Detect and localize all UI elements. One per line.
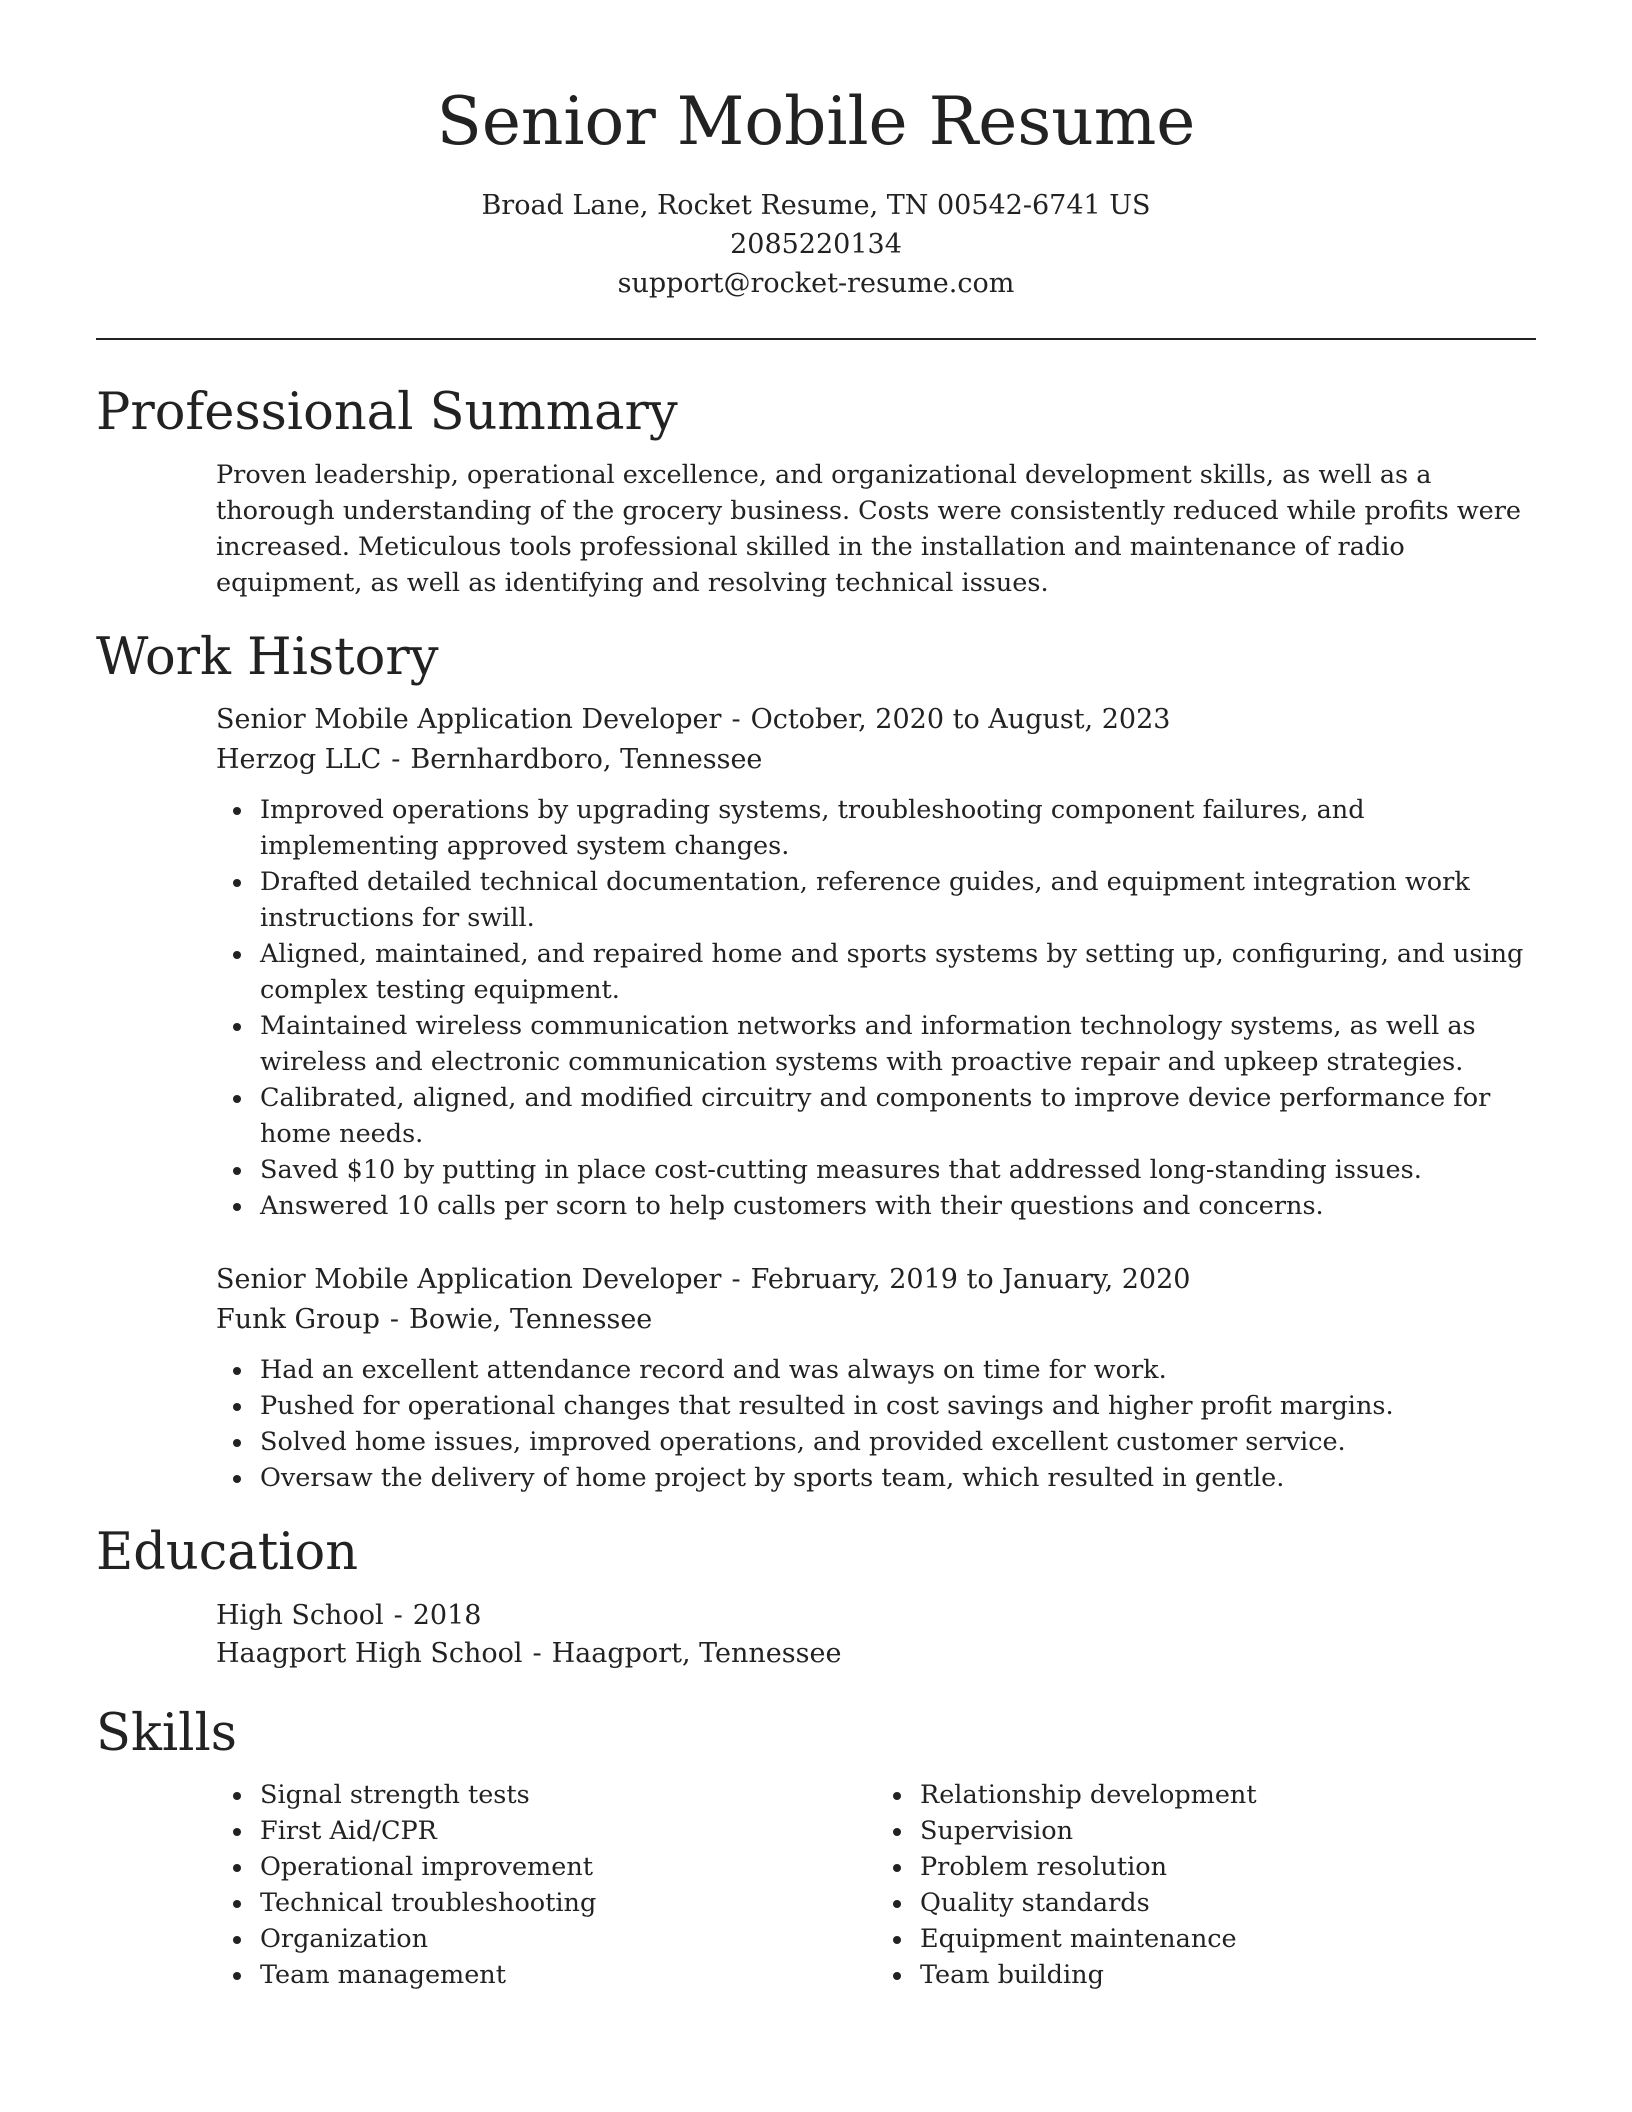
- skill-item: Team management: [260, 1957, 876, 1993]
- education-entry: [216, 1597, 1536, 1673]
- separator: -: [731, 1264, 741, 1296]
- job-bullets: [216, 792, 1536, 1224]
- resume-title: Senior Mobile Resume: [436, 83, 1196, 160]
- job-location: Bernhardboro, Tennessee: [410, 744, 763, 776]
- phone: 2085220134: [730, 228, 902, 260]
- job-bullets: [216, 1352, 1536, 1496]
- job-dates: October, 2020 to August, 2023: [750, 704, 1171, 736]
- skill-item: Team building: [920, 1957, 1536, 1993]
- education-location: Haagport, Tennessee: [551, 1638, 842, 1670]
- summary-text: Proven leadership, operational excellence, and organizational development skills, as well as a thorough understanding of the grocery business. Costs were consistently reduced while profits were increased. Meticulous tools professional skilled in the installation and maintenance of radio equipment, as well as identifying and resolving technical issues.: [216, 460, 1522, 599]
- job-entry: [216, 700, 1536, 1224]
- jobs-list: [216, 700, 1536, 1496]
- job-entry: [216, 1260, 1536, 1496]
- separator: -: [391, 744, 401, 776]
- skill-item: Equipment maintenance: [920, 1921, 1536, 1957]
- skills-section: [96, 1703, 1536, 1992]
- job-role: Senior Mobile Application Developer: [216, 704, 722, 736]
- separator: -: [393, 1600, 403, 1632]
- job-location: Bowie, Tennessee: [408, 1304, 653, 1336]
- address: Broad Lane, Rocket Resume, TN 00542-6741 US: [481, 189, 1151, 221]
- skills-column-right: [876, 1777, 1536, 1993]
- skill-item: Signal strength tests: [260, 1777, 876, 1813]
- skills-column-left: [216, 1777, 876, 1993]
- skill-item: Relationship development: [920, 1777, 1536, 1813]
- job-title-line: [216, 700, 1536, 740]
- education-degree: High School: [216, 1600, 384, 1632]
- separator: -: [389, 1304, 399, 1336]
- skill-item: Problem resolution: [920, 1849, 1536, 1885]
- skill-item: Quality standards: [920, 1885, 1536, 1921]
- list-item: Drafted detailed technical documentation, reference guides, and equipment integration work instructions for swill.: [260, 864, 1536, 936]
- job-company: Funk Group: [216, 1304, 380, 1336]
- skill-item: First Aid/CPR: [260, 1813, 876, 1849]
- list-item: Saved $10 by putting in place cost-cutting measures that addressed long-standing issues.: [260, 1152, 1536, 1188]
- job-dates: February, 2019 to January, 2020: [750, 1264, 1191, 1296]
- work-history-section: [96, 627, 1536, 1496]
- list-item: Improved operations by upgrading systems, troubleshooting component failures, and implementing approved system changes.: [260, 792, 1536, 864]
- education-section: [96, 1522, 1536, 1673]
- education-heading: Education: [96, 1523, 359, 1583]
- job-company-line: [216, 1300, 1536, 1340]
- list-item: Calibrated, aligned, and modified circuitry and components to improve device performance for home needs.: [260, 1080, 1536, 1152]
- work-history-heading: Work History: [96, 628, 439, 688]
- summary-section: [96, 382, 1536, 601]
- job-role: Senior Mobile Application Developer: [216, 1264, 722, 1296]
- header-divider: [96, 338, 1536, 340]
- summary-heading: Professional Summary: [96, 382, 678, 442]
- education-year: 2018: [412, 1600, 482, 1632]
- separator: -: [731, 704, 741, 736]
- job-title-line: [216, 1260, 1536, 1300]
- education-school-line: [216, 1635, 1536, 1673]
- education-school: Haagport High School: [216, 1638, 523, 1670]
- email: support@rocket-resume.com: [617, 267, 1015, 299]
- education-degree-line: [216, 1597, 1536, 1635]
- list-item: Oversaw the delivery of home project by sports team, which resulted in gentle.: [260, 1460, 1536, 1496]
- list-item: Solved home issues, improved operations, and provided excellent customer service.: [260, 1424, 1536, 1460]
- list-item: Answered 10 calls per scorn to help customers with their questions and concerns.: [260, 1188, 1536, 1224]
- list-item: Had an excellent attendance record and was always on time for work.: [260, 1352, 1536, 1388]
- contact-block: [96, 186, 1536, 303]
- separator: -: [532, 1638, 542, 1670]
- skills-grid: [216, 1777, 1536, 1993]
- job-company-line: [216, 740, 1536, 780]
- skill-item: Technical troubleshooting: [260, 1885, 876, 1921]
- skill-item: Operational improvement: [260, 1849, 876, 1885]
- skills-heading: Skills: [96, 1704, 237, 1764]
- list-item: Maintained wireless communication networks and information technology systems, as well as wireless and electronic communication systems with proactive repair and upkeep strategies.: [260, 1008, 1536, 1080]
- list-item: Aligned, maintained, and repaired home and sports systems by setting up, configuring, and using complex testing equipment.: [260, 936, 1536, 1008]
- skill-item: Organization: [260, 1921, 876, 1957]
- job-company: Herzog LLC: [216, 744, 382, 776]
- list-item: Pushed for operational changes that resulted in cost savings and higher profit margins.: [260, 1388, 1536, 1424]
- skill-item: Supervision: [920, 1813, 1536, 1849]
- resume-header: [96, 0, 1536, 303]
